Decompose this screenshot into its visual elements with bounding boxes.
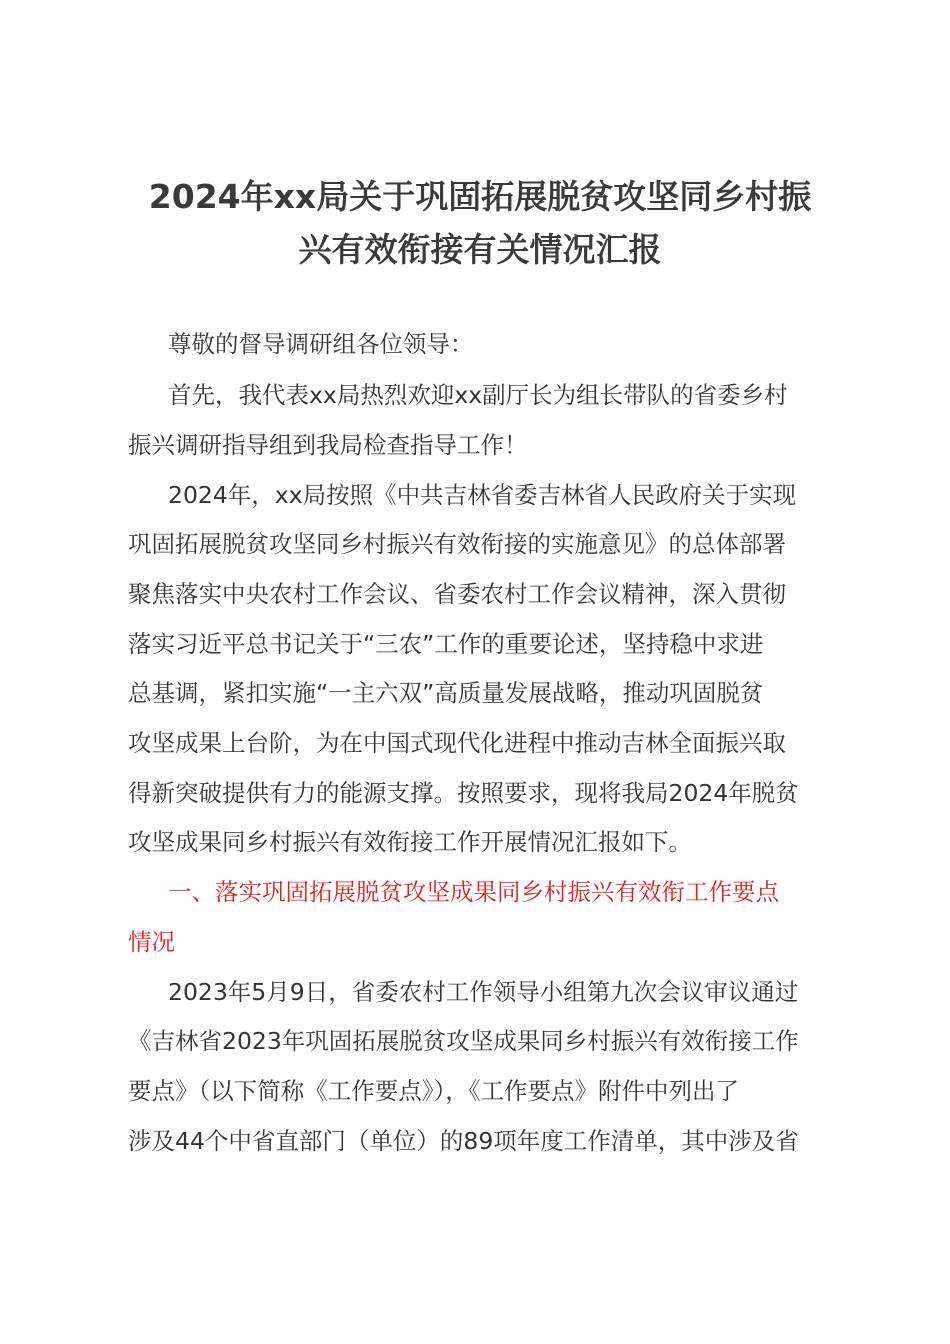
paragraph-2-line: 聚焦落实中央农村工作会议、省委农村工作会议精神，深入贯彻 bbox=[128, 580, 786, 608]
section-1-heading-continued: 情况 bbox=[128, 928, 175, 956]
paragraph-2-line: 2024年，xx局按照《中共吉林省委吉林省人民政府关于实现 bbox=[168, 481, 797, 509]
paragraph-2-line: 攻坚成果同乡村振兴有效衔接工作开展情况汇报如下。 bbox=[128, 828, 692, 856]
paragraph-3-line: 涉及44个中省直部门（单位）的89项年度工作清单，其中涉及省 bbox=[128, 1127, 799, 1155]
document-title-line-1: 2024年xx局关于巩固拓展脱贫攻坚同乡村振 bbox=[148, 177, 812, 216]
section-1-heading: 一、落实巩固拓展脱贫攻坚成果同乡村振兴有效衔工作要点 bbox=[168, 878, 779, 906]
paragraph-2-line: 巩固拓展脱贫攻坚同乡村振兴有效衔接的实施意见》的总体部署 bbox=[128, 530, 786, 558]
paragraph-1-line: 振兴调研指导组到我局检查指导工作！ bbox=[128, 431, 528, 459]
paragraph-3-line: 《吉林省2023年巩固拓展脱贫攻坚成果同乡村振兴有效衔接工作 bbox=[128, 1027, 799, 1055]
paragraph-2-line: 攻坚成果上台阶，为在中国式现代化进程中推动吉林全面振兴取 bbox=[128, 729, 786, 757]
salutation: 尊敬的督导调研组各位领导： bbox=[168, 330, 474, 358]
paragraph-2-line: 总基调，紧扣实施“一主六双”高质量发展战略，推动巩固脱贫 bbox=[128, 679, 764, 707]
paragraph-3-line: 2023年5月9日，省委农村工作领导小组第九次会议审议通过 bbox=[168, 978, 799, 1006]
paragraph-2-line: 得新突破提供有力的能源支撑。按照要求，现将我局2024年脱贫 bbox=[128, 779, 799, 807]
document-title-line-2: 兴有效衔接有关情况汇报 bbox=[298, 230, 662, 269]
paragraph-1-line: 首先，我代表xx局热烈欢迎xx副厅长为组长带队的省委乡村 bbox=[168, 381, 788, 409]
paragraph-3-line: 要点》（以下简称《工作要点》），《工作要点》附件中列出了 bbox=[128, 1077, 739, 1105]
paragraph-2-line: 落实习近平总书记关于“三农”工作的重要论述，坚持稳中求进 bbox=[128, 630, 764, 658]
